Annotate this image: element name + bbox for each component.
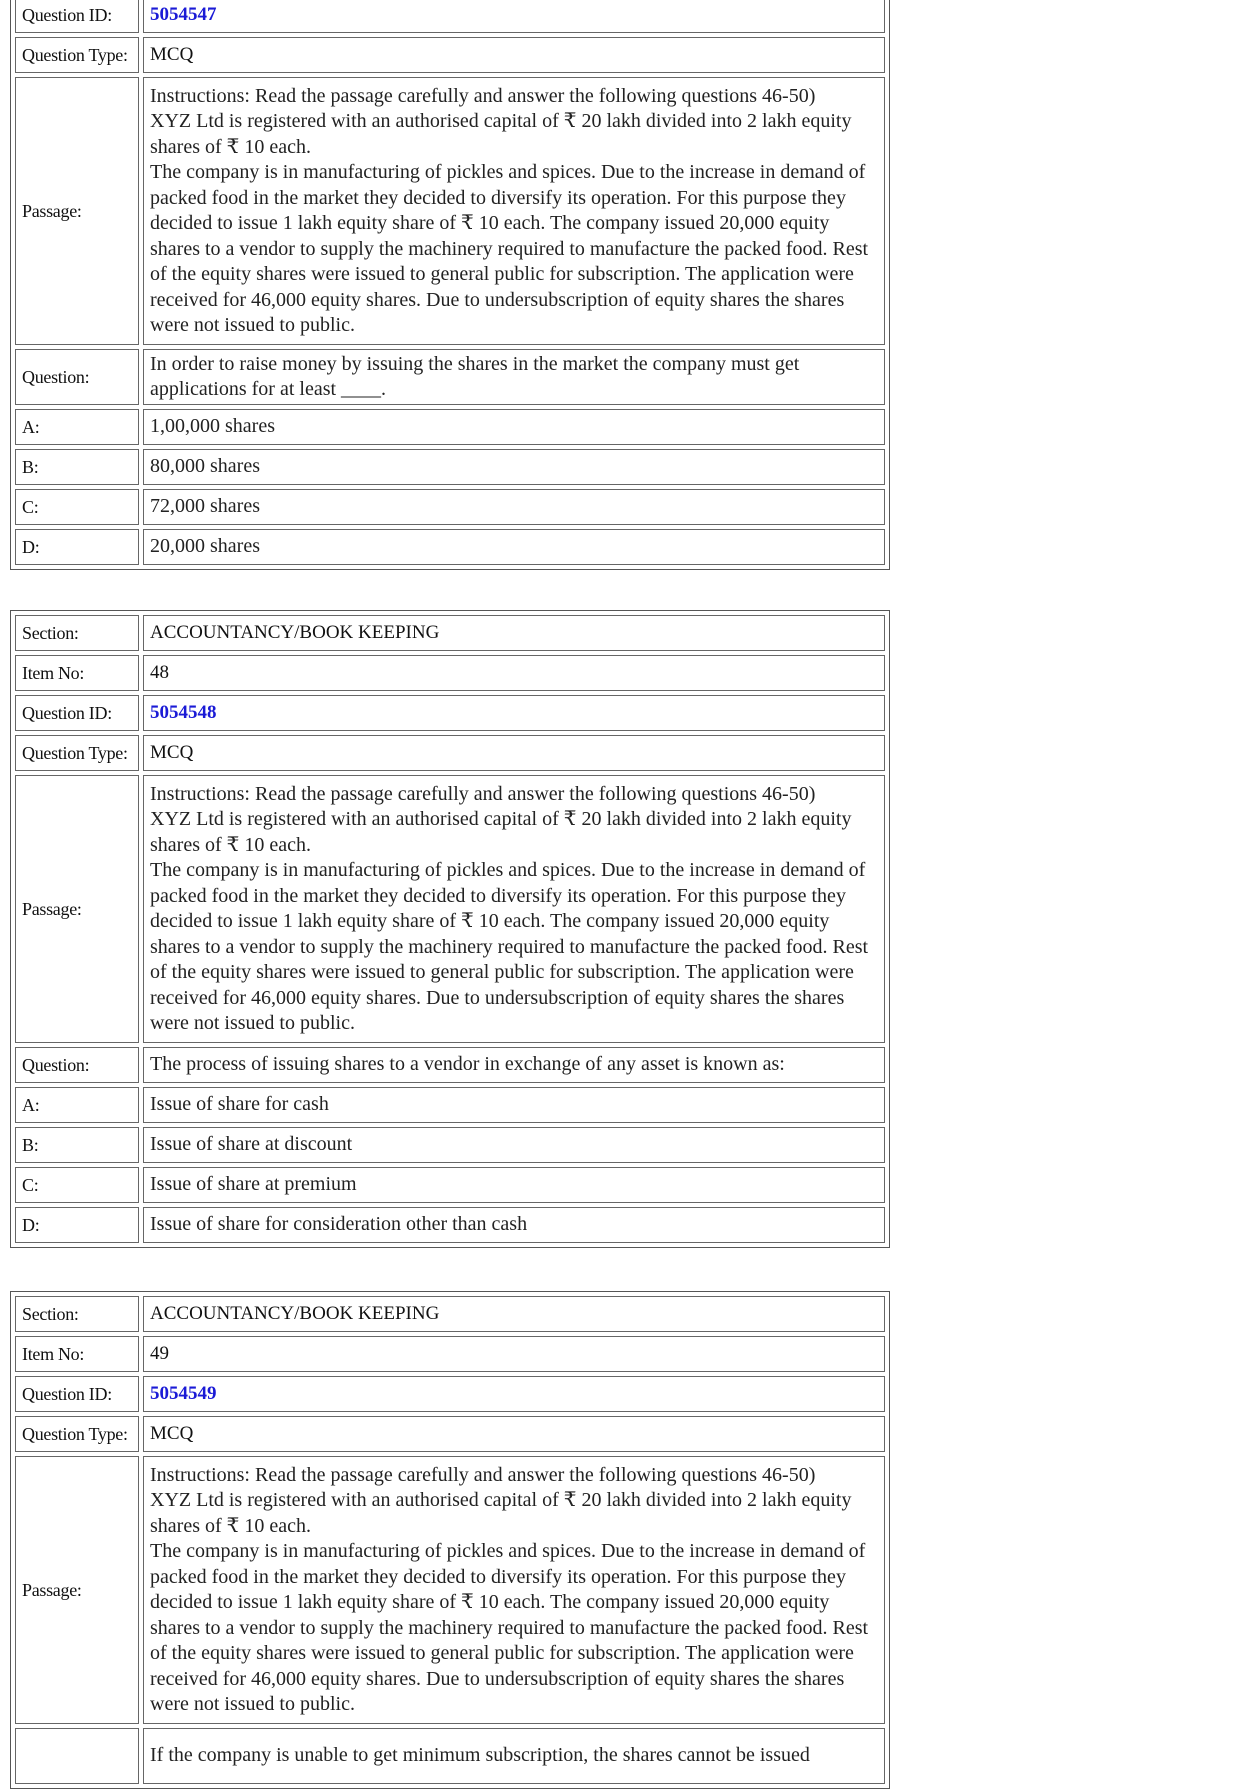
passage-capital: XYZ Ltd is registered with an authorised capital of ₹ 20 lakh divided into 2 lakh equity shares of ₹ 10 each. bbox=[150, 110, 852, 158]
option-b-label: B: bbox=[15, 1127, 139, 1163]
question-id-value: 5054548 bbox=[143, 695, 885, 731]
section-value: ACCOUNTANCY/BOOK KEEPING bbox=[143, 1296, 885, 1332]
question-label: Question: bbox=[15, 349, 139, 405]
option-c-label: C: bbox=[15, 489, 139, 525]
question-id-value: 5054547 bbox=[143, 0, 885, 33]
option-d-text: 20,000 shares bbox=[143, 529, 885, 565]
passage-body: The company is in manufacturing of pickles and spices. Due to the increase in demand of packed food in the market they decided to diversify its operation. For this purpose they decided to issue 1 lakh equity share of ₹ 10 each. The company issued 20,000 equity shares to a vendor to supply the machinery required to manufacture the packed food. Rest of the equity shares were issued to general public for subscription. The application were received for 46,000 equity shares. Due to undersubscription of equity shares the shares were not issued to public. bbox=[150, 161, 869, 336]
question-label: Question: bbox=[15, 1047, 139, 1083]
option-d-label: D: bbox=[15, 1207, 139, 1243]
question-type-label: Question Type: bbox=[15, 735, 139, 771]
passage-instructions: Instructions: Read the passage carefully and answer the following questions 46-50) bbox=[150, 782, 816, 805]
passage-instructions: Instructions: Read the passage carefully and answer the following questions 46-50) bbox=[150, 84, 816, 107]
question-block-5054549 bbox=[10, 1291, 890, 1789]
question-text: The process of issuing shares to a vendor in exchange of any asset is known as: bbox=[143, 1047, 885, 1083]
option-c-label: C: bbox=[15, 1167, 139, 1203]
passage-text bbox=[143, 775, 885, 1043]
passage-instructions: Instructions: Read the passage carefully and answer the following questions 46-50) bbox=[150, 1463, 816, 1486]
item-no-value: 49 bbox=[143, 1336, 885, 1372]
passage-capital: XYZ Ltd is registered with an authorised capital of ₹ 20 lakh divided into 2 lakh equity shares of ₹ 10 each. bbox=[150, 808, 852, 856]
question-id-label: Question ID: bbox=[15, 1376, 139, 1412]
question-id-label: Question ID: bbox=[15, 695, 139, 731]
question-type-value: MCQ bbox=[143, 1416, 885, 1452]
passage-text bbox=[143, 77, 885, 345]
question-id-value: 5054549 bbox=[143, 1376, 885, 1412]
option-b-text: 80,000 shares bbox=[143, 449, 885, 485]
question-type-value: MCQ bbox=[143, 37, 885, 73]
question-block-5054547 bbox=[10, 0, 890, 570]
section-value: ACCOUNTANCY/BOOK KEEPING bbox=[143, 615, 885, 651]
option-c-text: 72,000 shares bbox=[143, 489, 885, 525]
passage-label: Passage: bbox=[15, 1456, 139, 1724]
question-type-value: MCQ bbox=[143, 735, 885, 771]
option-a-text: 1,00,000 shares bbox=[143, 409, 885, 445]
option-c-text: Issue of share at premium bbox=[143, 1167, 885, 1203]
question-text: In order to raise money by issuing the shares in the market the company must get applications for at least ____. bbox=[143, 349, 885, 405]
item-no-label: Item No: bbox=[15, 655, 139, 691]
option-d-text: Issue of share for consideration other than cash bbox=[143, 1207, 885, 1243]
option-a-label: A: bbox=[15, 409, 139, 445]
option-b-text: Issue of share at discount bbox=[143, 1127, 885, 1163]
option-a-label: A: bbox=[15, 1087, 139, 1123]
section-label: Section: bbox=[15, 615, 139, 651]
question-id-label: Question ID: bbox=[15, 0, 139, 33]
passage-body: The company is in manufacturing of pickles and spices. Due to the increase in demand of packed food in the market they decided to diversify its operation. For this purpose they decided to issue 1 lakh equity share of ₹ 10 each. The company issued 20,000 equity shares to a vendor to supply the machinery required to manufacture the packed food. Rest of the equity shares were issued to general public for subscription. The application were received for 46,000 equity shares. Due to undersubscription of equity shares the shares were not issued to public. bbox=[150, 859, 869, 1034]
question-label bbox=[15, 1728, 139, 1784]
option-a-text: Issue of share for cash bbox=[143, 1087, 885, 1123]
option-b-label: B: bbox=[15, 449, 139, 485]
passage-label: Passage: bbox=[15, 77, 139, 345]
question-type-label: Question Type: bbox=[15, 37, 139, 73]
passage-body: The company is in manufacturing of pickles and spices. Due to the increase in demand of packed food in the market they decided to diversify its operation. For this purpose they decided to issue 1 lakh equity share of ₹ 10 each. The company issued 20,000 equity shares to a vendor to supply the machinery required to manufacture the packed food. Rest of the equity shares were issued to general public for subscription. The application were received for 46,000 equity shares. Due to undersubscription of equity shares the shares were not issued to public. bbox=[150, 1540, 869, 1715]
item-no-value: 48 bbox=[143, 655, 885, 691]
question-block-5054548 bbox=[10, 610, 890, 1248]
section-label: Section: bbox=[15, 1296, 139, 1332]
item-no-label: Item No: bbox=[15, 1336, 139, 1372]
passage-text bbox=[143, 1456, 885, 1724]
option-d-label: D: bbox=[15, 529, 139, 565]
question-type-label: Question Type: bbox=[15, 1416, 139, 1452]
passage-capital: XYZ Ltd is registered with an authorised capital of ₹ 20 lakh divided into 2 lakh equity shares of ₹ 10 each. bbox=[150, 1489, 852, 1537]
question-text: If the company is unable to get minimum subscription, the shares cannot be issued bbox=[143, 1728, 885, 1784]
passage-label: Passage: bbox=[15, 775, 139, 1043]
